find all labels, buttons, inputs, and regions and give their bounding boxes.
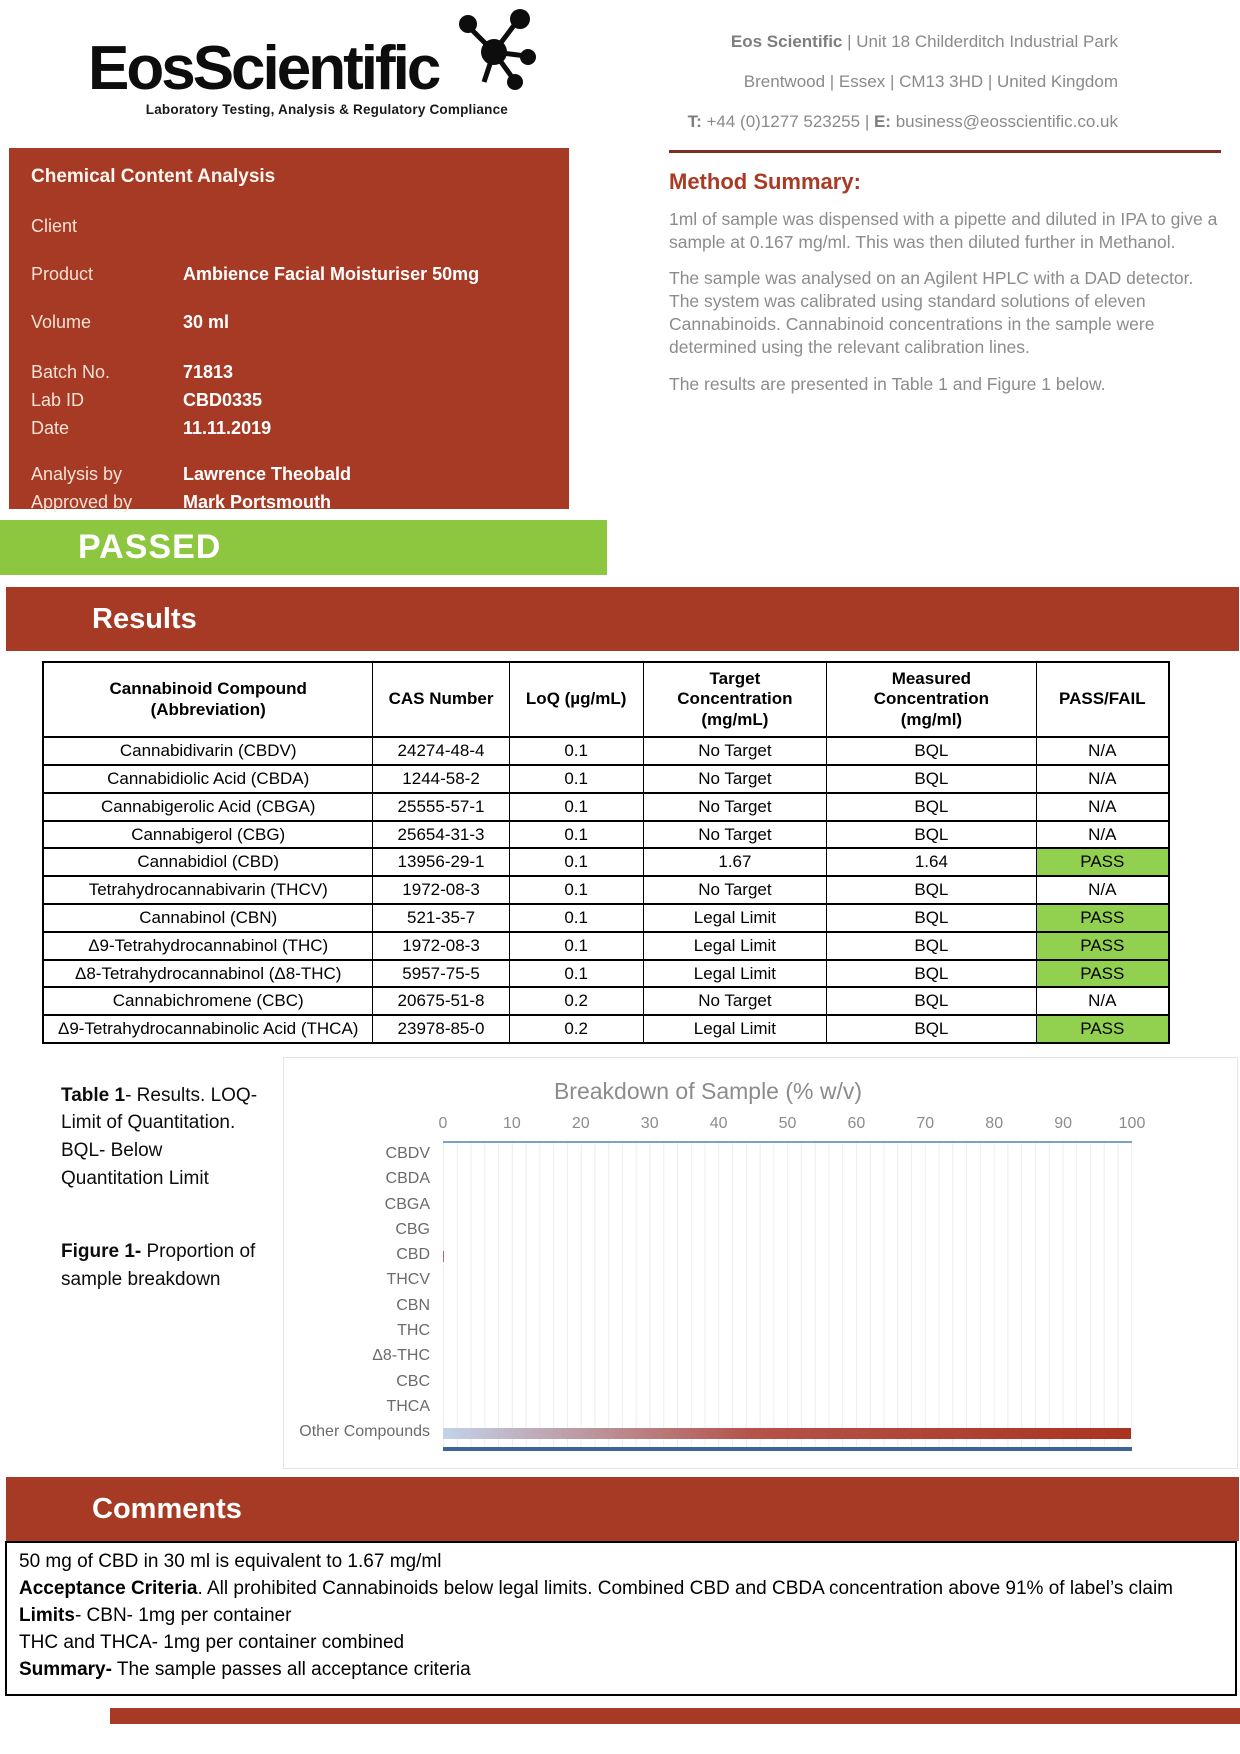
compound-cell: Cannabigerol (CBG) [43, 821, 373, 849]
chart-category-label: CBDV [385, 1144, 430, 1162]
chart-row [443, 1295, 1132, 1320]
molecule-icon [448, 8, 540, 94]
column-header: Cannabinoid Compound (Abbreviation) [43, 662, 373, 737]
approved-by-value: Mark Portsmouth [183, 492, 332, 512]
volume-row [31, 308, 547, 336]
compound-cell: Tetrahydrocannabivarin (THCV) [43, 876, 373, 904]
table-row [43, 876, 1169, 904]
comment-line-1: 50 mg of CBD in 30 ml is equivalent to 1.67 mg/ml [19, 1550, 442, 1572]
bar-cbd [443, 1251, 444, 1262]
column-header: PASS/FAIL [1036, 662, 1169, 737]
logo-wordmark: EosScientific [88, 34, 439, 103]
chart-category-label: THC [397, 1322, 430, 1340]
x-tick-label: 30 [640, 1114, 659, 1132]
table1-note-label: Table 1 [61, 1084, 126, 1106]
column-header: Target Concentration (mg/mL) [643, 662, 827, 737]
product-row [31, 260, 547, 288]
loq-cell: 0.2 [509, 1015, 643, 1043]
email-label: E: [873, 112, 891, 131]
compound-cell: Δ9-Tetrahydrocannabinolic Acid (THCA) [43, 1015, 373, 1043]
result-cell: N/A [1036, 737, 1169, 765]
info-row [0, 132, 1240, 512]
chart-row [443, 1345, 1132, 1370]
target-cell: No Target [643, 793, 827, 821]
labid-label: Lab ID [31, 390, 85, 410]
contact-address-line1 [688, 22, 1118, 62]
method-summary-heading: Method Summary: [669, 169, 861, 194]
method-paragraph-2: The sample was analysed on an Agilent HPLC with a DAD detector. The system was calibrated using standard solutions of eleven Cannabinoids. Cannabinoid concentrations in the sample were determined using the relevant calibration lines. [669, 268, 1194, 358]
target-cell: Legal Limit [643, 1015, 827, 1043]
compound-cell: Cannabinol (CBN) [43, 904, 373, 932]
target-cell: No Target [643, 737, 827, 765]
table-row [43, 904, 1169, 932]
comments-box [5, 1541, 1237, 1696]
x-tick-label: 80 [985, 1114, 1004, 1132]
figure1-note-label: Figure 1- [61, 1241, 142, 1263]
date-value: 11.11.2019 [183, 418, 272, 438]
footer-accent-bar [110, 1708, 1240, 1724]
loq-cell: 0.1 [509, 960, 643, 988]
chart-category-labels [298, 1141, 443, 1451]
product-label: Product [31, 264, 94, 284]
loq-cell: 0.1 [509, 821, 643, 849]
date-label: Date [31, 418, 70, 438]
chart-category-label: CBG [395, 1220, 430, 1238]
loq-cell: 0.1 [509, 737, 643, 765]
table-row [43, 793, 1169, 821]
measured-cell: BQL [827, 765, 1036, 793]
client-info-box [9, 148, 569, 512]
analysis-title: Chemical Content Analysis [31, 166, 276, 187]
figure1-note [61, 1238, 266, 1293]
target-cell: Legal Limit [643, 932, 827, 960]
chart-row [443, 1168, 1132, 1193]
chart-body [298, 1141, 1132, 1451]
comment-line-4: THC and THCA- 1mg per container combined [19, 1631, 405, 1653]
result-cell: N/A [1036, 793, 1169, 821]
product-value: Ambience Facial Moisturiser 50mg [183, 264, 480, 284]
comment-line-3 [19, 1603, 1223, 1630]
figure1-note-text: Proportion of sample breakdown [61, 1241, 256, 1290]
table-row [43, 765, 1169, 793]
acceptance-criteria-text: . All prohibited Cannabinoids below legal limits. Combined CBD and CBDA concentration above 91% of label’s claim [197, 1577, 1173, 1599]
compound-cell: Cannabigerolic Acid (CBGA) [43, 793, 373, 821]
measured-cell: BQL [827, 932, 1036, 960]
results-section-banner: Results [6, 587, 1239, 651]
results-table-header-row [43, 662, 1169, 737]
phone-label: T: [687, 112, 702, 131]
cas-cell: 521-35-7 [373, 904, 509, 932]
column-header: Measured Concentration (mg/ml) [827, 662, 1036, 737]
chart-category-label: CBD [396, 1246, 430, 1264]
chart-row [443, 1143, 1132, 1168]
comment-line-2 [19, 1576, 1223, 1603]
result-cell: PASS [1036, 960, 1169, 988]
chart-title: Breakdown of Sample (% w/v) [553, 1077, 863, 1104]
result-cell: PASS [1036, 932, 1169, 960]
logo-tagline: Laboratory Testing, Analysis & Regulatory Compliance [145, 102, 508, 117]
chart-row [443, 1320, 1132, 1345]
x-tick-label: 50 [778, 1114, 797, 1132]
measured-cell: BQL [827, 987, 1036, 1015]
email-address: business@eosscientific.co.uk [890, 112, 1118, 131]
chart-row [443, 1421, 1132, 1446]
cas-cell: 23978-85-0 [373, 1015, 509, 1043]
result-cell: N/A [1036, 765, 1169, 793]
chart-category-label: CBN [396, 1296, 430, 1314]
results-table-body [43, 737, 1169, 1043]
loq-cell: 0.1 [509, 932, 643, 960]
column-header: CAS Number [373, 662, 509, 737]
compound-cell: Cannabidivarin (CBDV) [43, 737, 373, 765]
measured-cell: BQL [827, 904, 1036, 932]
approved-by-row [31, 488, 547, 516]
chart-category-label: Other Compounds [299, 1423, 430, 1441]
volume-label: Volume [31, 312, 92, 332]
status-badge-passed: PASSED [0, 520, 607, 575]
cas-cell: 5957-75-5 [373, 960, 509, 988]
company-logo [88, 10, 508, 117]
method-paragraph-1: 1ml of sample was dispensed with a pipette and diluted in IPA to give a sample at 0.167 mg/ml. This was then diluted further in Methanol. [669, 209, 1218, 253]
chart-row [443, 1371, 1132, 1396]
analysis-by-label: Analysis by [31, 464, 123, 484]
x-tick-label: 0 [438, 1114, 448, 1132]
compound-cell: Cannabidiolic Acid (CBDA) [43, 765, 373, 793]
chart-category-label: CBC [396, 1372, 430, 1390]
table-row [43, 848, 1169, 876]
method-paragraph-3: The results are presented in Table 1 and Figure 1 below. [669, 373, 1106, 394]
chart-row [443, 1244, 1132, 1269]
client-row [31, 212, 547, 240]
contact-address-line2: Brentwood | Essex | CM13 3HD | United Kingdom [743, 72, 1118, 91]
chart-row [443, 1219, 1132, 1244]
labid-row [31, 386, 547, 414]
cas-cell: 25555-57-1 [373, 793, 509, 821]
contact-info [688, 22, 1118, 142]
target-cell: 1.67 [643, 848, 827, 876]
cas-cell: 1972-08-3 [373, 876, 509, 904]
figure-1-chart [283, 1057, 1238, 1469]
table-row [43, 987, 1169, 1015]
compound-cell: Δ8-Tetrahydrocannabinol (Δ8-THC) [43, 960, 373, 988]
cas-cell: 25654-31-3 [373, 821, 509, 849]
table-row [43, 1015, 1169, 1043]
x-tick-label: 100 [1118, 1114, 1146, 1132]
approved-by-label: Approved by [31, 492, 133, 512]
chart-row [443, 1396, 1132, 1421]
cas-cell: 1244-58-2 [373, 765, 509, 793]
column-header: LoQ (µg/mL) [509, 662, 643, 737]
chart-category-label: CBGA [384, 1195, 430, 1213]
batch-row [31, 358, 547, 386]
measured-cell: BQL [827, 1015, 1036, 1043]
chart-category-label: Δ8-THC [372, 1347, 430, 1365]
target-cell: No Target [643, 821, 827, 849]
x-tick-label: 40 [709, 1114, 728, 1132]
date-row [31, 414, 547, 442]
method-divider [669, 150, 1221, 153]
labid-value: CBD0335 [183, 390, 263, 410]
volume-value: 30 ml [183, 312, 230, 332]
x-tick-label: 70 [916, 1114, 935, 1132]
chart-category-label: CBDA [385, 1170, 430, 1188]
comments-section-banner: Comments [6, 1477, 1239, 1541]
loq-cell: 0.1 [509, 765, 643, 793]
bar-other-compounds [443, 1428, 1131, 1439]
target-cell: No Target [643, 987, 827, 1015]
figure-row [0, 1044, 1240, 1469]
result-cell: N/A [1036, 821, 1169, 849]
table-row [43, 960, 1169, 988]
table-figure-notes [61, 1082, 266, 1293]
limits-label: Limits [19, 1604, 75, 1626]
loq-cell: 0.1 [509, 793, 643, 821]
contact-company-name: Eos Scientific [730, 32, 843, 51]
limits-text: - CBN- 1mg per container [74, 1604, 292, 1626]
target-cell: Legal Limit [643, 904, 827, 932]
analysis-by-value: Lawrence Theobald [183, 464, 352, 484]
x-tick-label: 20 [571, 1114, 590, 1132]
measured-cell: BQL [827, 793, 1036, 821]
target-cell: No Target [643, 876, 827, 904]
measured-cell: 1.64 [827, 848, 1036, 876]
target-cell: No Target [643, 765, 827, 793]
table1-note-text: - Results. LOQ- Limit of Quantitation. BQL- Below Quantitation Limit [61, 1084, 258, 1189]
page-header [0, 0, 1240, 132]
x-tick-label: 10 [502, 1114, 521, 1132]
result-cell: PASS [1036, 1015, 1169, 1043]
table1-note [61, 1082, 266, 1192]
acceptance-criteria-label: Acceptance Criteria [19, 1577, 198, 1599]
chart-x-ticks [438, 1114, 1146, 1141]
client-label: Client [31, 216, 78, 236]
results-table [42, 661, 1170, 1044]
loq-cell: 0.1 [509, 876, 643, 904]
chart-plot [443, 1141, 1132, 1451]
result-cell: PASS [1036, 848, 1169, 876]
measured-cell: BQL [827, 876, 1036, 904]
result-cell: PASS [1036, 904, 1169, 932]
summary-text: The sample passes all acceptance criteria [111, 1658, 471, 1680]
batch-value: 71813 [183, 362, 234, 382]
measured-cell: BQL [827, 960, 1036, 988]
compound-cell: Δ9-Tetrahydrocannabinol (THC) [43, 932, 373, 960]
chart-row [443, 1194, 1132, 1219]
x-tick-label: 90 [1054, 1114, 1072, 1132]
chart-row [443, 1269, 1132, 1294]
chart-category-label: THCV [386, 1271, 430, 1289]
result-cell: N/A [1036, 876, 1169, 904]
table-row [43, 932, 1169, 960]
analysis-by-row [31, 460, 547, 488]
summary-label: Summary- [19, 1658, 112, 1680]
contact-address-part: | Unit 18 Childerditch Industrial Park [842, 32, 1118, 51]
comment-line-5 [19, 1657, 1223, 1684]
result-cell: N/A [1036, 987, 1169, 1015]
loq-cell: 0.1 [509, 848, 643, 876]
measured-cell: BQL [827, 737, 1036, 765]
cas-cell: 13956-29-1 [373, 848, 509, 876]
method-summary [669, 150, 1221, 396]
target-cell: Legal Limit [643, 960, 827, 988]
cas-cell: 20675-51-8 [373, 987, 509, 1015]
batch-label: Batch No. [31, 362, 111, 382]
cas-cell: 1972-08-3 [373, 932, 509, 960]
table-row [43, 737, 1169, 765]
phone-number: +44 (0)1277 523255 | [701, 112, 874, 131]
x-tick-label: 60 [847, 1114, 866, 1132]
table-row [43, 821, 1169, 849]
chart-inner [298, 1114, 1146, 1451]
chart-category-label: THCA [386, 1397, 430, 1415]
measured-cell: BQL [827, 821, 1036, 849]
loq-cell: 0.1 [509, 904, 643, 932]
loq-cell: 0.2 [509, 987, 643, 1015]
compound-cell: Cannabichromene (CBC) [43, 987, 373, 1015]
cas-cell: 24274-48-4 [373, 737, 509, 765]
compound-cell: Cannabidiol (CBD) [43, 848, 373, 876]
